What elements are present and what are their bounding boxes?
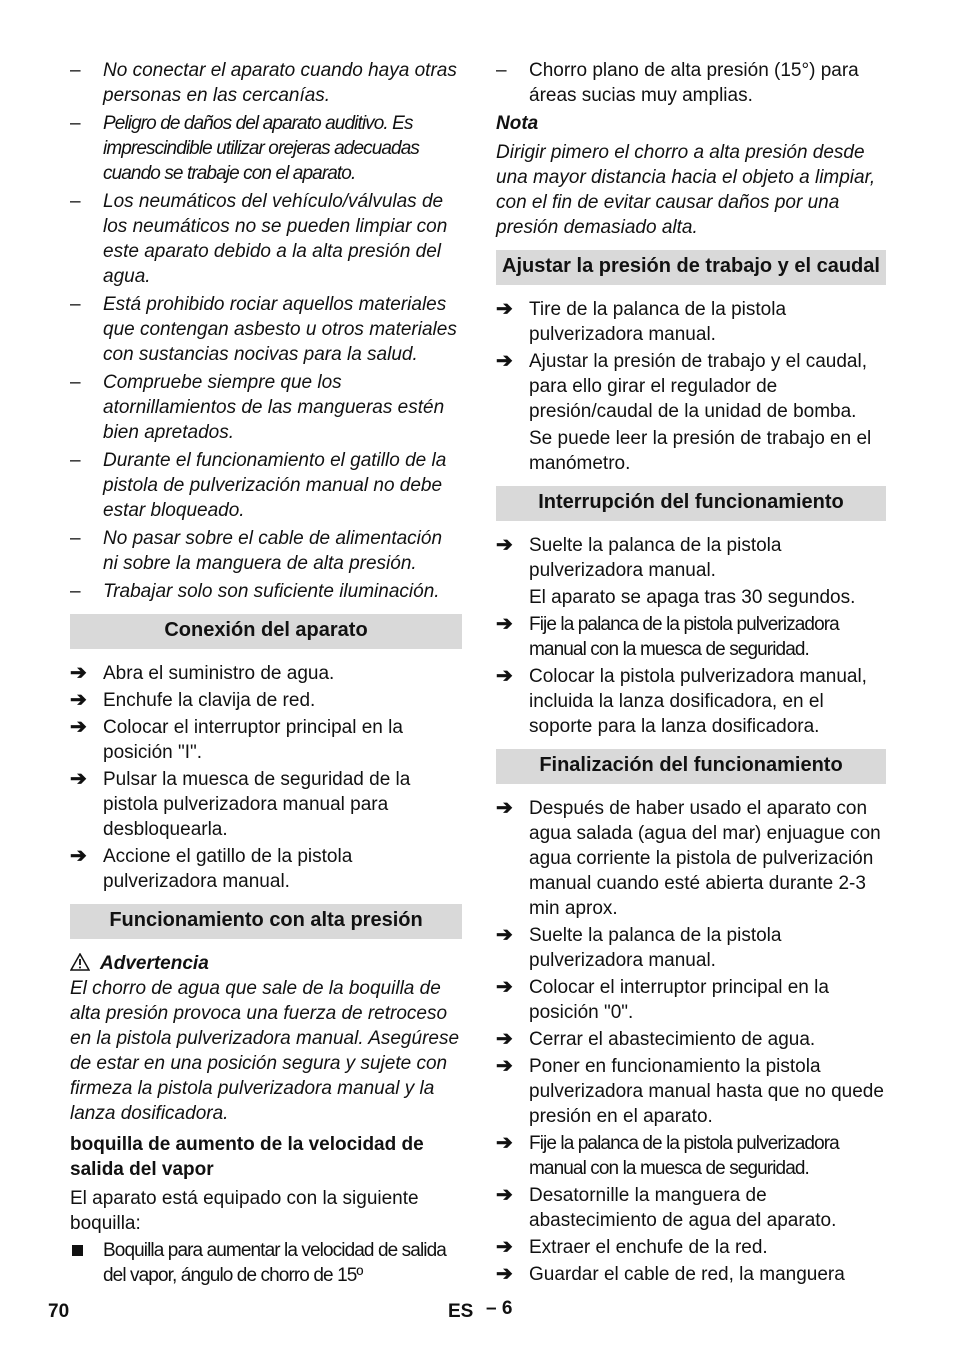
list-item: – Compruebe siempre que los atornillamientos de las mangueras estén bien apretados.: [70, 372, 445, 443]
arrow-right-icon: ➔: [496, 1263, 513, 1285]
arrow-right-icon: ➔: [496, 797, 513, 819]
step-item: ➔ Desatornille la manguera de abastecimiento de agua del aparato.: [496, 1184, 837, 1231]
step-item: ➔ Poner en funcionamiento la pistola pulverizadora manual hasta que no quede presión en el aparato.: [496, 1055, 884, 1127]
section-heading-alta-presion: Funcionamiento con alta presión: [70, 904, 462, 939]
language-code: ES: [448, 1301, 474, 1322]
warning-text: El chorro de agua que sale de la boquilla de alta presión provoca una fuerza de retroceso en la pistola pulverizadora manual. Asegúrese de estar en una posición segura y sujete con firmeza la pistola pulverizadora manual y la lanza dosificadora.: [70, 978, 460, 1124]
arrow-right-icon: ➔: [496, 613, 512, 635]
step-item: ➔ Después de haber usado el aparato con agua salada (agua del mar) enjuague con agua corriente la pistola de pulverización manual cuando esté abierta durante 2-3 min aprox.: [496, 797, 881, 919]
step-item: ➔ Suelte la palanca de la pistola pulverizadora manual.: [496, 534, 782, 581]
warning-triangle-icon: [70, 953, 90, 971]
arrow-right-icon: ➔: [496, 924, 513, 946]
step-item: ➔ Enchufe la clavija de red.: [70, 689, 316, 711]
square-bullet-icon: [72, 1245, 83, 1256]
left-column: [70, 58, 462, 1288]
list-item: – No conectar el aparato cuando haya otras personas en las cercanías.: [70, 60, 457, 106]
arrow-right-icon: ➔: [496, 1055, 513, 1077]
step-item: ➔ Fije la palanca de la pistola pulverizadora manual con la muesca de seguridad.: [496, 613, 839, 660]
arrow-right-icon: ➔: [70, 689, 87, 711]
note-title: Nota: [496, 113, 539, 134]
step-item: ➔ Accione el gatillo de la pistola pulverizadora manual.: [70, 845, 353, 892]
arrow-right-icon: ➔: [496, 1184, 513, 1206]
list-item: – Trabajar solo son suficiente iluminación.: [70, 581, 440, 602]
step-item: ➔ Colocar el interruptor principal en la posición "0".: [496, 976, 829, 1023]
arrow-right-icon: ➔: [70, 768, 87, 790]
step-item: ➔ Abra el suministro de agua.: [70, 662, 335, 684]
step-item: ➔ Ajustar la presión de trabajo y el caudal, para ello girar el regulador de presión/caudal de la unidad de bomba.: [496, 350, 867, 422]
step-note: El aparato se apaga tras 30 segundos.: [529, 587, 856, 608]
section-heading-conexion: Conexión del aparato: [70, 614, 462, 649]
section-page-number: – 6: [486, 1298, 513, 1319]
step-item: ➔ Pulsar la muesca de seguridad de la pistola pulverizadora manual para desbloquearla.: [70, 768, 411, 840]
paragraph: El aparato está equipado con la siguiente boquilla:: [70, 1188, 419, 1234]
step-item: ➔ Suelte la palanca de la pistola pulverizadora manual.: [496, 924, 782, 971]
section-heading-interrupcion: Interrupción del funcionamiento: [496, 486, 886, 521]
arrow-right-icon: ➔: [496, 1236, 513, 1258]
section-heading-finalizacion: Finalización del funcionamiento: [496, 749, 886, 784]
list-item: – Peligro de daños del aparato auditivo. Es imprescindible utilizar orejeras adecuadas cuando se trabaje con el aparato.: [70, 113, 419, 184]
list-item: – Durante el funcionamiento el gatillo de la pistola de pulverización manual no debe estar bloqueado.: [70, 450, 447, 521]
list-item: – Chorro plano de alta presión (15°) para áreas sucias muy amplias.: [496, 60, 859, 106]
step-item: ➔ Guardar el cable de red, la manguera: [496, 1263, 845, 1285]
list-item: – No pasar sobre el cable de alimentación ni sobre la manguera de alta presión.: [70, 528, 443, 574]
step-item: ➔ Colocar la pistola pulverizadora manual, incluida la lanza dosificadora, en el soporte para la lanza dosificadora.: [496, 665, 867, 737]
arrow-right-icon: ➔: [496, 1028, 513, 1050]
arrow-right-icon: ➔: [496, 298, 513, 320]
note-text: Dirigir pimero el chorro a alta presión desde una mayor distancia hacia el objeto a limpiar, con el fin de evitar causar daños por una presión demasiado alta.: [496, 142, 876, 238]
list-item: – Los neumáticos del vehículo/válvulas de los neumáticos no se pueden limpiar con este aparato debido a la alta presión del agua.: [70, 191, 448, 287]
arrow-right-icon: ➔: [70, 845, 87, 867]
step-note: Se puede leer la presión de trabajo en el manómetro.: [529, 428, 872, 474]
sub-heading: boquilla de aumento de la velocidad de salida del vapor: [70, 1134, 424, 1180]
bullet-item: Boquilla para aumentar la velocidad de salida del vapor, ángulo de chorro de 15º: [70, 1238, 462, 1288]
arrow-right-icon: ➔: [496, 665, 513, 687]
section-heading-ajustar: Ajustar la presión de trabajo y el caudal: [496, 250, 886, 285]
arrow-right-icon: ➔: [70, 716, 87, 738]
page-number: 70: [48, 1301, 70, 1322]
step-item: ➔ Colocar el interruptor principal en la posición "I".: [70, 716, 403, 763]
arrow-right-icon: ➔: [496, 976, 513, 998]
arrow-right-icon: ➔: [70, 662, 87, 684]
warning-title: Advertencia: [70, 951, 462, 976]
arrow-right-icon: ➔: [496, 350, 513, 372]
step-item: ➔ Cerrar el abastecimiento de agua.: [496, 1028, 816, 1050]
arrow-right-icon: ➔: [496, 534, 513, 556]
step-item: ➔ Tire de la palanca de la pistola pulverizadora manual.: [496, 298, 787, 345]
list-item: – Está prohibido rociar aquellos materiales que contengan asbesto u otros materiales con sustancias nocivas para la salud.: [70, 294, 457, 365]
step-item: ➔ Fije la palanca de la pistola pulverizadora manual con la muesca de seguridad.: [496, 1132, 839, 1179]
step-item: ➔ Extraer el enchufe de la red.: [496, 1236, 768, 1258]
right-column: [496, 58, 886, 1289]
arrow-right-icon: ➔: [496, 1132, 512, 1154]
